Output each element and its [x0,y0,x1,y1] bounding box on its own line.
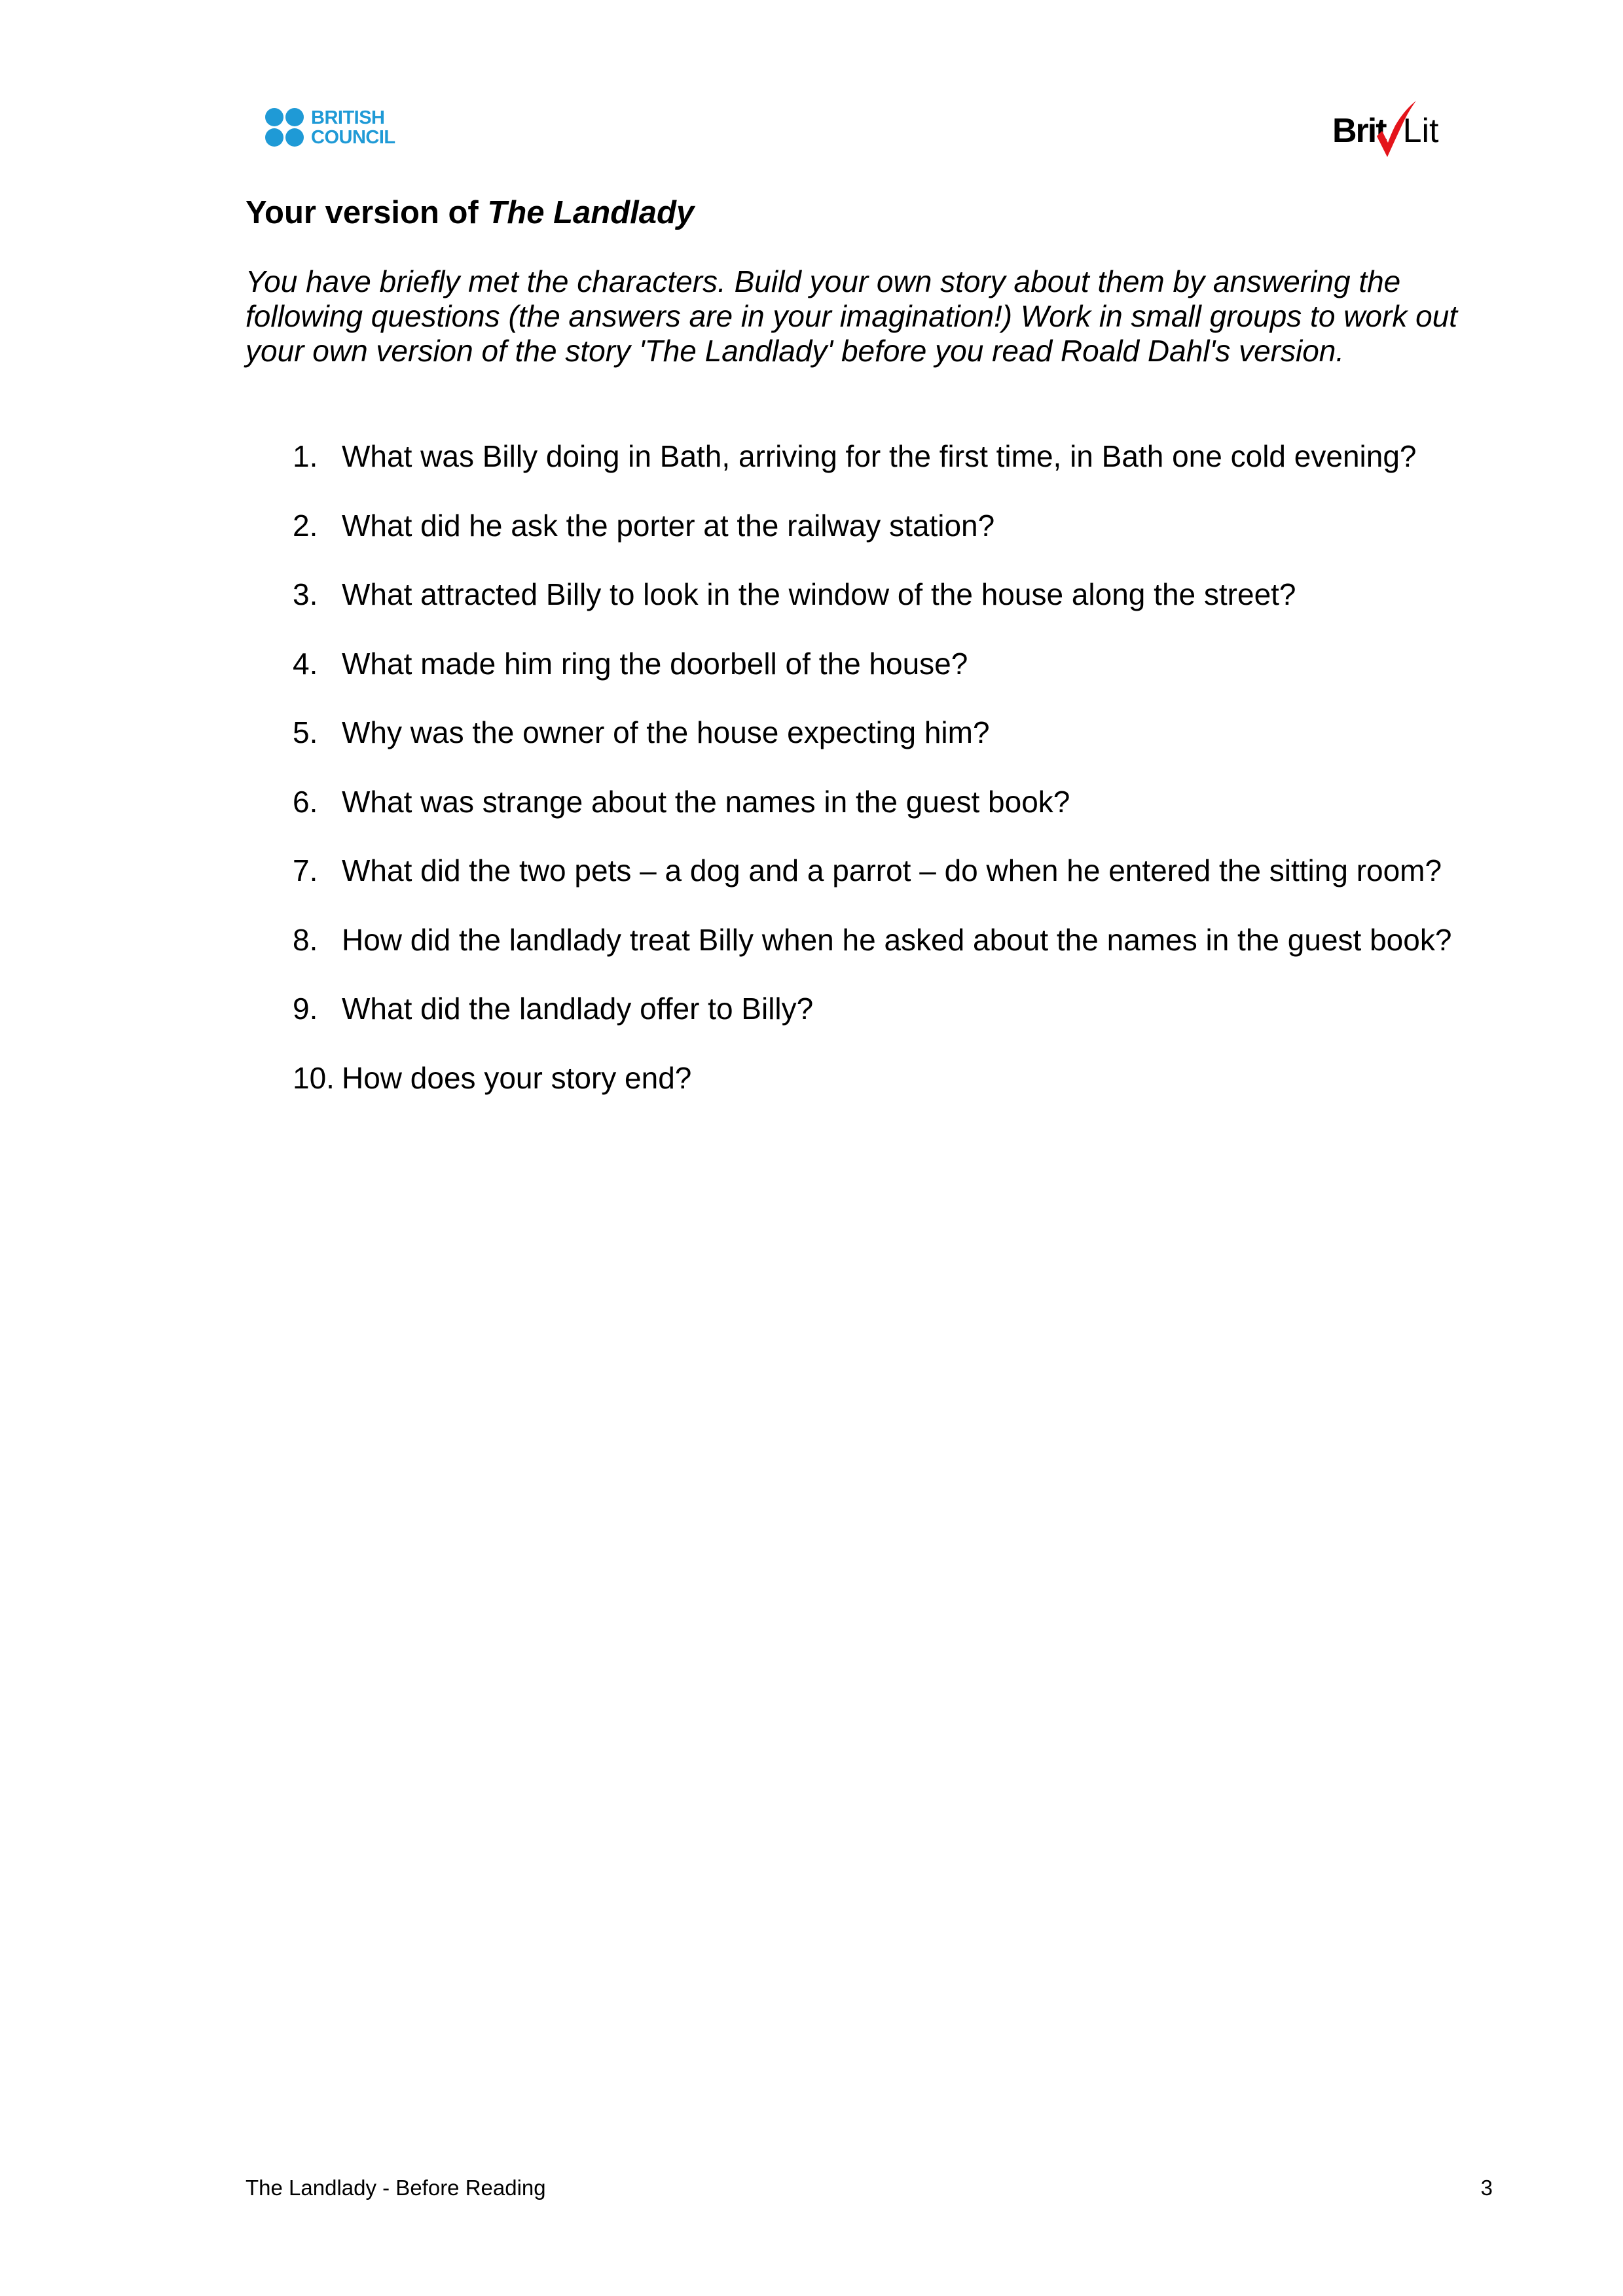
british-council-line1: BRITISH [311,107,385,128]
question-text: What attracted Billy to look in the window of the house along the street? [342,577,1296,611]
question-number: 5. [293,715,318,749]
question-item [293,920,1537,990]
question-list [293,437,1537,1127]
british-council-line2: COUNCIL [311,127,395,148]
question-number: 6. [293,784,318,819]
question-number: 4. [293,646,318,681]
british-council-logo [265,107,409,149]
britlit-lit: Lit [1402,112,1439,150]
question-text: Why was the owner of the house expecting him? [342,715,990,749]
intro-paragraph: You have briefly met the characters. Build your own story about them by answering the following questions (the answers are in your imagination!) Work in small groups to work out your own version of the story 'The Landlady' before you read Roald Dahl's version. [246,264,1458,368]
title-prefix: Your version of [246,195,479,230]
britlit-brit: Brit [1332,112,1386,150]
red-checkmark-icon [1359,97,1424,162]
question-text: What made him ring the doorbell of the house? [342,646,968,681]
question-item [293,851,1537,920]
question-item [293,713,1537,782]
question-text: How did the landlady treat Billy when he asked about the names in the guest book? [342,922,1452,957]
british-council-dots-icon [265,108,306,147]
britlit-logo [1332,97,1450,162]
question-number: 8. [293,922,318,957]
question-number: 1. [293,439,318,473]
footer-document-title: The Landlady - Before Reading [246,2176,546,2200]
british-council-wordmark [311,108,395,147]
question-number: 3. [293,577,318,611]
question-text: What did the landlady offer to Billy? [342,992,814,1026]
question-number: 7. [293,853,318,888]
question-text: How does your story end? [342,1060,692,1095]
page-title [246,193,694,232]
question-number: 9. [293,992,318,1026]
question-text: What was Billy doing in Bath, arriving for the first time, in Bath one cold evening? [342,439,1417,473]
question-item [293,782,1537,852]
question-text: What did he ask the porter at the railway station? [342,508,995,543]
question-item [293,437,1537,506]
question-text: What did the two pets – a dog and a parrot – do when he entered the sitting room? [342,853,1442,888]
question-item [293,1058,1537,1128]
title-emphasis: The Landlady [487,195,695,230]
question-item [293,506,1537,575]
question-item [293,575,1537,644]
question-number: 2. [293,508,318,543]
question-item [293,989,1537,1058]
footer-page-number: 3 [1480,2176,1493,2200]
question-item [293,644,1537,713]
question-text: What was strange about the names in the guest book? [342,784,1070,819]
question-number: 10. [293,1060,335,1095]
